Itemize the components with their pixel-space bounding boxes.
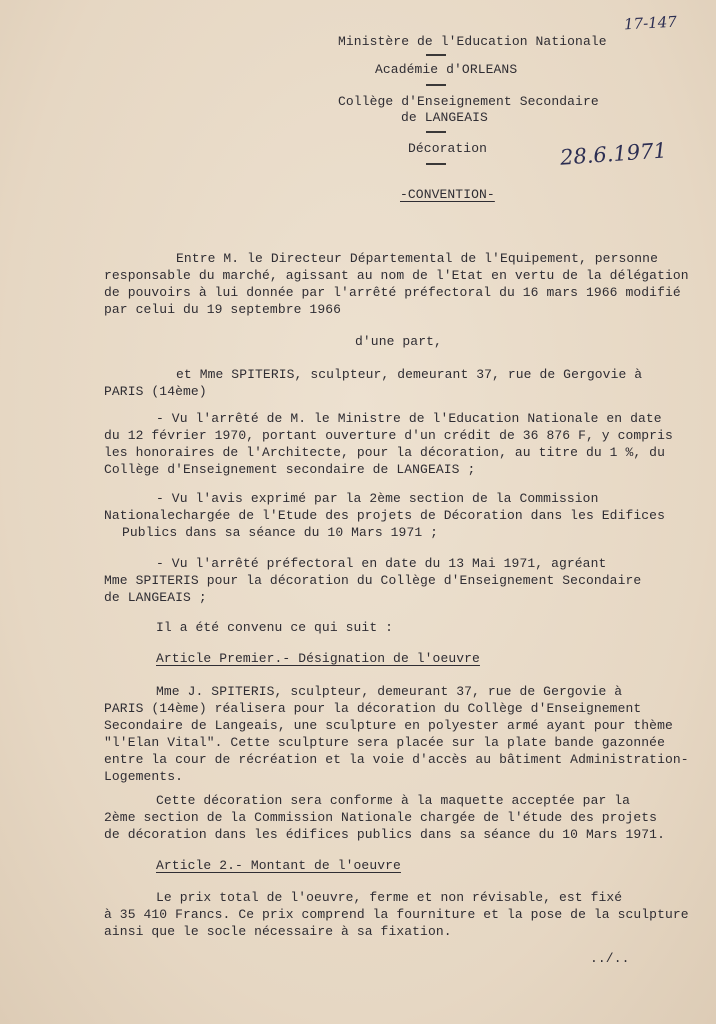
vu3-line: Mme SPITERIS pour la décoration du Collège d'Enseignement Secondaire bbox=[104, 573, 642, 588]
ministry-heading: Ministère de l'Education Nationale bbox=[338, 34, 607, 49]
vu1-line: - Vu l'arrêté de M. le Ministre de l'Education Nationale en date bbox=[156, 411, 662, 426]
vu2-line: Publics dans sa séance du 10 Mars 1971 ; bbox=[122, 525, 439, 540]
article1-line: entre la cour de récréation et la voie d'accès au bâtiment Administration- bbox=[104, 752, 689, 767]
header-divider bbox=[426, 84, 446, 86]
article1-line: Secondaire de Langeais, une sculpture en polyester armé ayant pour thème bbox=[104, 718, 673, 733]
para2-line: PARIS (14ème) bbox=[104, 384, 207, 399]
agreed-statement: Il a été convenu ce qui suit : bbox=[156, 620, 394, 635]
para1-line: par celui du 19 septembre 1966 bbox=[104, 302, 342, 317]
header-divider bbox=[426, 54, 446, 56]
college-heading-line1: Collège d'Enseignement Secondaire bbox=[338, 94, 599, 109]
vu1-line: Collège d'Enseignement secondaire de LANGEAIS ; bbox=[104, 462, 476, 477]
section-heading: Décoration bbox=[408, 141, 488, 156]
article1-line: "l'Elan Vital". Cette sculpture sera placée sur la plate bande gazonnée bbox=[104, 735, 665, 750]
header-divider bbox=[426, 131, 446, 133]
header-divider bbox=[426, 163, 446, 165]
article2-line: à 35 410 Francs. Ce prix comprend la fourniture et la pose de la sculpture bbox=[104, 907, 689, 922]
article1-line: Mme J. SPITERIS, sculpteur, demeurant 37, rue de Gergovie à bbox=[156, 684, 623, 699]
party-one: d'une part, bbox=[355, 334, 442, 349]
college-heading-line2: de LANGEAIS bbox=[401, 110, 488, 125]
article2-line: Le prix total de l'oeuvre, ferme et non révisable, est fixé bbox=[156, 890, 623, 905]
article1-line: Logements. bbox=[104, 769, 184, 784]
vu2-line: - Vu l'avis exprimé par la 2ème section de la Commission bbox=[156, 491, 599, 506]
article2-title: Article 2.- Montant de l'oeuvre bbox=[156, 858, 401, 873]
reference-number: 17-147 bbox=[623, 12, 678, 34]
para1-line: Entre M. le Directeur Départemental de l'Equipement, personne bbox=[176, 251, 658, 266]
article1-line: PARIS (14ème) réalisera pour la décoration du Collège d'Enseignement bbox=[104, 701, 642, 716]
vu1-line: les honoraires de l'Architecte, pour la décoration, au titre du 1 %, du bbox=[104, 445, 665, 460]
vu1-line: du 12 février 1970, portant ouverture d'un crédit de 36 876 F, y compris bbox=[104, 428, 673, 443]
vu3-line: - Vu l'arrêté préfectoral en date du 13 Mai 1971, agréant bbox=[156, 556, 607, 571]
article1-para2-line: 2ème section de la Commission Nationale chargée de l'étude des projets bbox=[104, 810, 658, 825]
article1-para2-line: Cette décoration sera conforme à la maquette acceptée par la bbox=[156, 793, 631, 808]
continuation-mark: ../.. bbox=[590, 951, 630, 966]
article1-title: Article Premier.- Désignation de l'oeuvre bbox=[156, 651, 480, 666]
document-title: -CONVENTION- bbox=[400, 187, 495, 202]
vu3-line: de LANGEAIS ; bbox=[104, 590, 207, 605]
handwritten-date: 28.6.1971 bbox=[559, 138, 668, 170]
article1-para2-line: de décoration dans les édifices publics dans sa séance du 10 Mars 1971. bbox=[104, 827, 665, 842]
para1-line: responsable du marché, agissant au nom de l'Etat en vertu de la délégation bbox=[104, 268, 689, 283]
para2-line: et Mme SPITERIS, sculpteur, demeurant 37, rue de Gergovie à bbox=[176, 367, 643, 382]
article2-line: ainsi que le socle nécessaire à sa fixation. bbox=[104, 924, 452, 939]
para1-line: de pouvoirs à lui donnée par l'arrêté préfectoral du 16 mars 1966 modifié bbox=[104, 285, 681, 300]
vu2-line: Nationalechargée de l'Etude des projets de Décoration dans les Edifices bbox=[104, 508, 665, 523]
academy-heading: Académie d'ORLEANS bbox=[375, 62, 518, 77]
